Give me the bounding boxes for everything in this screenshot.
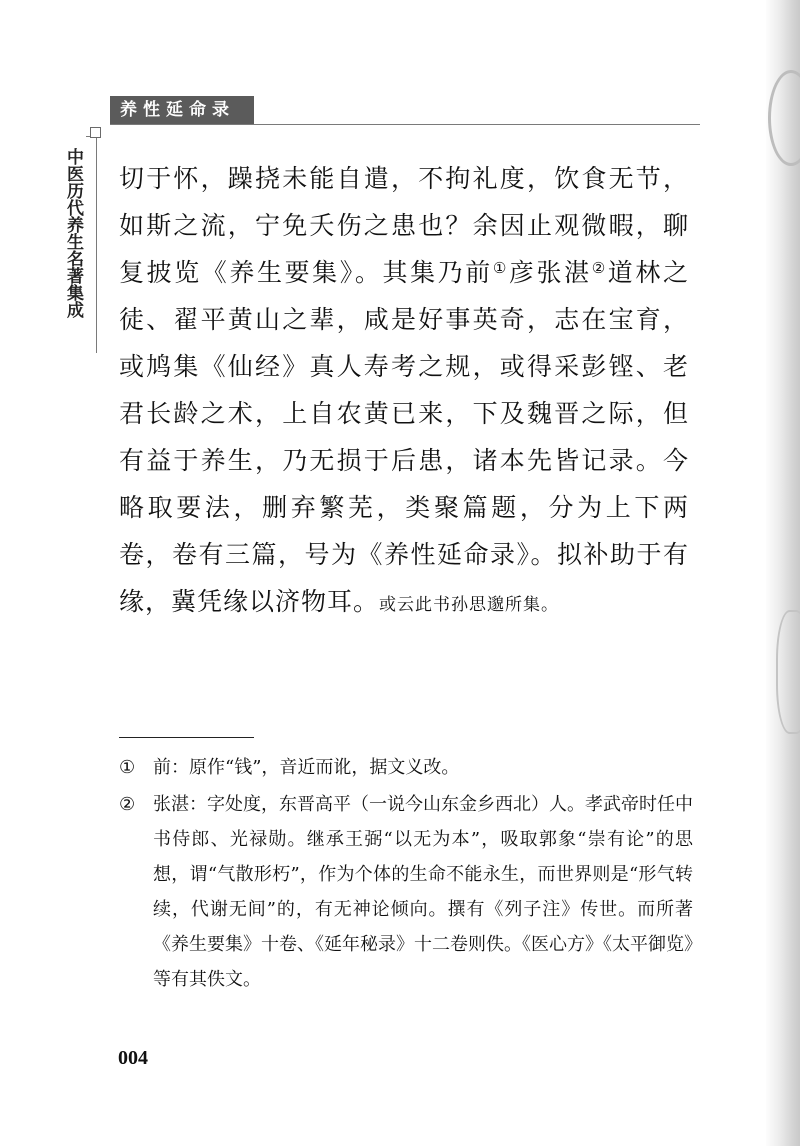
- main-paragraph: [119, 155, 689, 629]
- footnote-ref-2[interactable]: ②: [591, 259, 608, 277]
- footnote-number: ①: [119, 757, 136, 778]
- annotation-note: 或云此书孙思邈所集。: [379, 595, 560, 615]
- footnote-item: [119, 787, 693, 997]
- page-edge-decoration: [766, 0, 800, 1146]
- page-number: 004: [118, 1047, 148, 1069]
- ornament-swirl: [776, 610, 800, 734]
- ornament-swirl: [768, 70, 800, 166]
- footnote-text: 张湛：字处度，东晋高平（一说今山东金乡西北）人。孝武帝时任中书侍郎、光禄勋。继承王弼“以无为本”，吸取郭象“崇有论”的思想，谓“气散形朽”，作为个体的生命不能永生，而世界则是“形气转续，代谢无间”的，有无神论倾向。撰有《列子注》传世。而所著《养生要集》十卷、《延年秘录》十二卷则佚。《医心方》《太平御览》等有其佚文。: [153, 794, 693, 990]
- footnote-text: 前：原作“钱”，音近而讹，据文义改。: [153, 757, 460, 778]
- footnote-item: [119, 750, 693, 785]
- text-segment: 切于怀，躁挠未能自遣，不拘礼度，饮食无节，如斯之流，宁免夭伤之患也？余因止观微暇，聊复披览《养生要集》。其集乃前: [119, 164, 689, 287]
- footnotes: [119, 750, 693, 999]
- text-segment: 道林之徒、翟平黄山之辈，咸是好事英奇，志在宝育，或鸠集《仙经》真人寿考之规，或得采彭铿、老君长龄之术，上自农黄已来，下及魏晋之际，但有益于养生，乃无损于后患，诸本先皆记录。今略取要法，删弃繁芜，类聚篇题，分为上下两卷，卷有三篇，号为《养性延命录》。拟补助于有缘，冀凭缘以济物耳。: [119, 258, 689, 616]
- footnote-ref-1[interactable]: ①: [492, 259, 509, 277]
- main-text: [119, 155, 689, 629]
- header-rule: [110, 124, 700, 125]
- side-rule: [96, 138, 97, 353]
- header-ornament-square: [90, 127, 101, 138]
- footnote-number: ②: [119, 794, 136, 815]
- running-header-title: 养性延命录: [110, 96, 254, 124]
- footnote-separator: [119, 737, 254, 738]
- text-segment: 彦张湛: [508, 258, 592, 287]
- series-title-vertical: 中医历代养生名著集成: [63, 148, 83, 318]
